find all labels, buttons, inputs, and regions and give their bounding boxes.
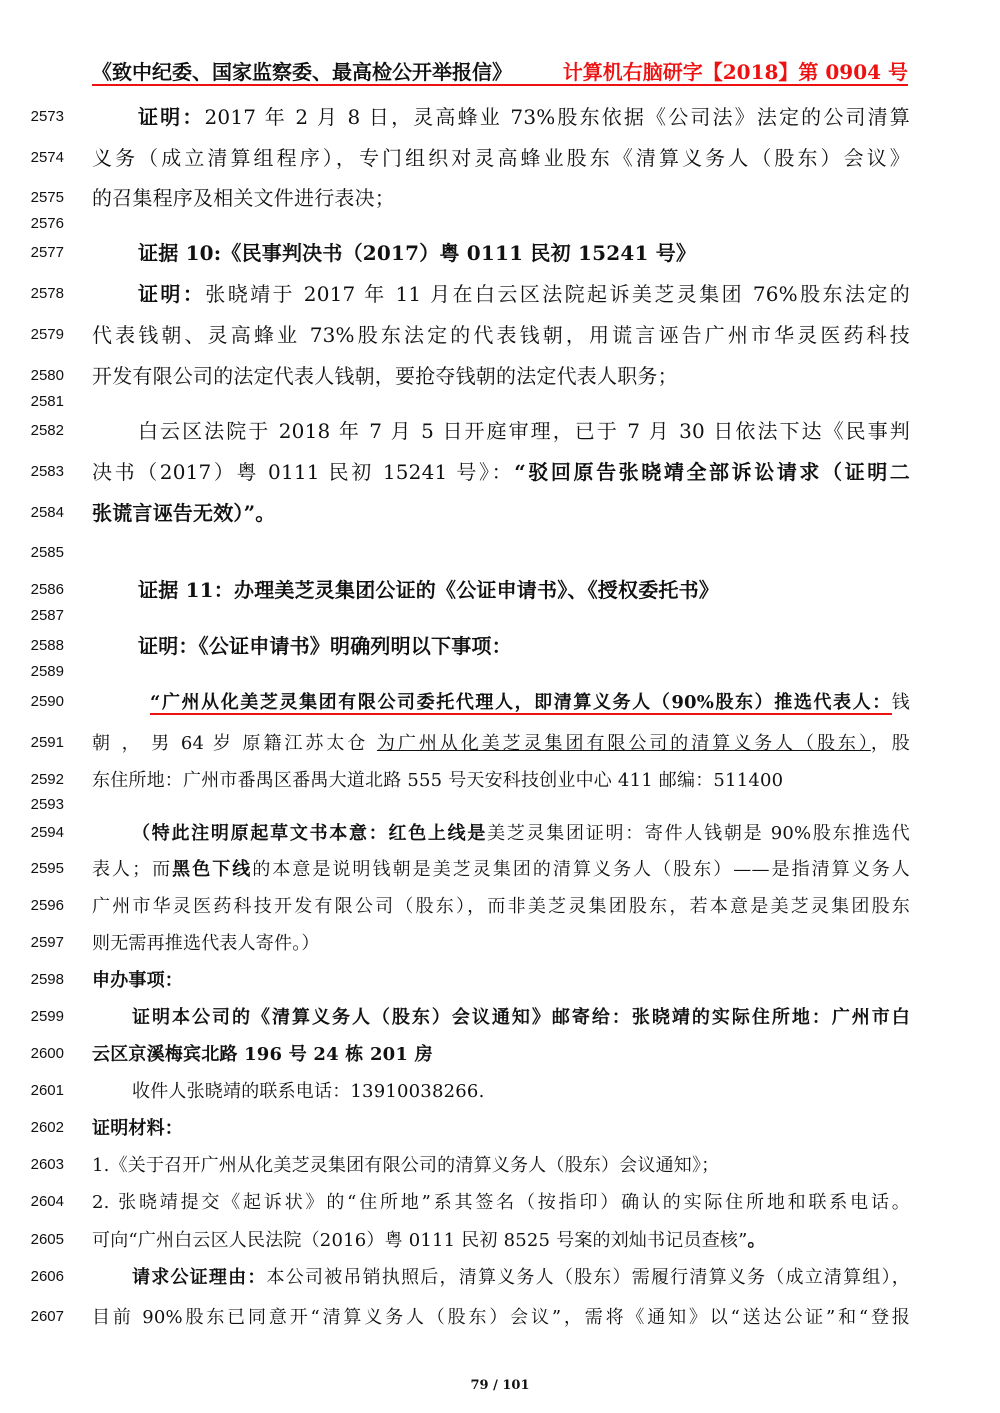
text-line: 证明：《公证申请书》明确列明以下事项： bbox=[138, 634, 512, 658]
text-line: 1.《关于召开广州从化美芝灵集团有限公司的清算义务人（股东）会议通知》； bbox=[92, 1155, 720, 1176]
line-number: 2599 bbox=[30, 1008, 64, 1025]
text-line: 证明：2017 年 2 月 8 日，灵高蜂业 73%股东依据《公司法》法定的公司清算 bbox=[138, 105, 910, 129]
line-number: 2606 bbox=[30, 1268, 64, 1285]
text-line: （特此注明原起草文书本意：红色上线是美芝灵集团证明：寄件人钱朝是 90%股东推选代 bbox=[132, 823, 910, 844]
line-number: 2581 bbox=[30, 393, 64, 410]
text-line: 张谎言诬告无效）”。 bbox=[92, 501, 276, 525]
text-line: 表人；而黑色下线的本意是说明钱朝是美芝灵集团的清算义务人（股东）——是指清算义务人 bbox=[92, 859, 910, 880]
line-number: 2586 bbox=[30, 581, 64, 598]
line-number: 2605 bbox=[30, 1231, 64, 1248]
text-line: 收件人张晓靖的联系电话：13910038266. bbox=[132, 1081, 485, 1102]
text-line: 决书（2017）粤 0111 民初 15241 号》：“驳回原告张晓靖全部诉讼请求（证明二 bbox=[92, 460, 911, 484]
text-line: 云区京溪梅宾北路 196 号 24 栋 201 房 bbox=[92, 1044, 433, 1065]
line-number: 2582 bbox=[30, 422, 64, 439]
line-number: 2587 bbox=[30, 607, 64, 624]
text-line: 白云区法院于 2018 年 7 月 5 日开庭审理，已于 7 月 30 日依法下达《民事判 bbox=[138, 419, 910, 443]
line-number: 2602 bbox=[30, 1119, 64, 1136]
line-number: 2592 bbox=[30, 771, 64, 788]
line-number: 2577 bbox=[30, 244, 64, 261]
line-number: 2578 bbox=[30, 285, 64, 302]
evidence-heading: 证据 11：办理美芝灵集团公证的《公证申请书》、《授权委托书》 bbox=[138, 578, 719, 602]
line-number: 2585 bbox=[30, 544, 64, 561]
header-title: 《致中纪委、国家监察委、最高检公开举报信》 bbox=[92, 60, 512, 84]
line-number: 2607 bbox=[30, 1308, 64, 1325]
line-number: 2604 bbox=[30, 1193, 64, 1210]
text-line: 证明本公司的《清算义务人（股东）会议通知》邮寄给：张晓靖的实际住所地：广州市白 bbox=[132, 1007, 910, 1028]
text-line: 证明：张晓靖于 2017 年 11 月在白云区法院起诉美芝灵集团 76%股东法定的 bbox=[138, 282, 910, 306]
line-number: 2596 bbox=[30, 897, 64, 914]
line-number: 2594 bbox=[30, 824, 64, 841]
line-number: 2576 bbox=[30, 215, 64, 232]
line-number: 2589 bbox=[30, 663, 64, 680]
line-number: 2575 bbox=[30, 189, 64, 206]
line-number: 2588 bbox=[30, 637, 64, 654]
line-number: 2583 bbox=[30, 463, 64, 480]
line-number: 2603 bbox=[30, 1156, 64, 1173]
text-line: 东住所地：广州市番禺区番禺大道北路 555 号天安科技创业中心 411 邮编：511400 bbox=[92, 770, 784, 791]
header-rule bbox=[92, 84, 908, 86]
text-line: 朝 ， 男 64 岁 原籍江苏太仓 为广州从化美芝灵集团有限公司的清算义务人（股东），股 bbox=[92, 733, 910, 754]
text-line: 目前 90%股东已同意开“清算义务人（股东）会议”，需将《通知》以“送达公证”和“登报 bbox=[92, 1307, 910, 1328]
text-line: 的召集程序及相关文件进行表决； bbox=[92, 186, 395, 210]
line-number: 2574 bbox=[30, 149, 64, 166]
evidence-heading: 证据 10:《民事判决书（2017）粤 0111 民初 15241 号》 bbox=[138, 241, 697, 265]
text-line: 开发有限公司的法定代表人钱朝，要抢夺钱朝的法定代表人职务； bbox=[92, 364, 678, 388]
text-line: 广州市华灵医药科技开发有限公司（股东），而非美芝灵集团股东，若本意是美芝灵集团股东 bbox=[92, 896, 910, 917]
line-number: 2595 bbox=[30, 860, 64, 877]
line-number: 2601 bbox=[30, 1082, 64, 1099]
header-doc-number: 计算机右脑研字【2018】第 0904 号 bbox=[562, 60, 908, 84]
text-line: 可向“广州白云区人民法院（2016）粤 0111 民初 8525 号案的刘灿书记员查核”。 bbox=[92, 1230, 766, 1251]
line-number: 2600 bbox=[30, 1045, 64, 1062]
section-label: 证明材料： bbox=[92, 1118, 183, 1139]
line-number: 2573 bbox=[30, 108, 64, 125]
line-number: 2579 bbox=[30, 326, 64, 343]
text-line: 义务（成立清算组程序），专门组织对灵高蜂业股东《清算义务人（股东）会议》 bbox=[92, 146, 910, 170]
text-line: “广州从化美芝灵集团有限公司委托代理人，即清算义务人（90%股东）推选代表人：钱 bbox=[150, 692, 910, 713]
line-number: 2591 bbox=[30, 734, 64, 751]
text-line: 请求公证理由：本公司被吊销执照后，清算义务人（股东）需履行清算义务（成立清算组）， bbox=[132, 1267, 911, 1288]
line-number: 2590 bbox=[30, 693, 64, 710]
line-number: 2580 bbox=[30, 367, 64, 384]
text-line: 2. 张晓靖提交《起诉状》的“住所地”系其签名（按指印）确认的实际住所地和联系电话。 bbox=[92, 1192, 910, 1213]
line-number: 2593 bbox=[30, 796, 64, 813]
line-number: 2598 bbox=[30, 971, 64, 988]
page-number: 79 / 101 bbox=[470, 1378, 530, 1393]
line-number: 2597 bbox=[30, 934, 64, 951]
text-line: 则无需再推选代表人寄件。） bbox=[92, 933, 320, 954]
line-number: 2584 bbox=[30, 504, 64, 521]
text-line: 代表钱朝、灵高蜂业 73%股东法定的代表钱朝，用谎言诬告广州市华灵医药科技 bbox=[92, 323, 910, 347]
section-label: 申办事项： bbox=[92, 970, 183, 991]
